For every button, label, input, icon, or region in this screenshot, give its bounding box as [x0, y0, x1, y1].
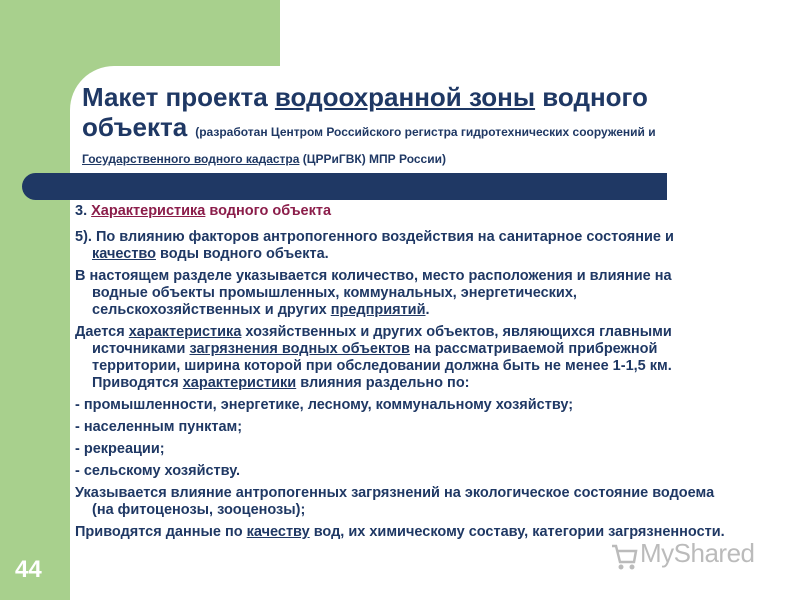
quality-link[interactable]: качество	[92, 246, 156, 262]
section-link[interactable]: Характеристика	[91, 203, 206, 219]
section-title-rest: водного объекта	[205, 203, 332, 219]
characteristics-link[interactable]: характеристики	[182, 375, 297, 391]
water-quality-link[interactable]: качеству	[246, 524, 310, 540]
list-item: - промышленности, энергетике, лесному, коммунальному хозяйству;	[75, 397, 574, 413]
subtitle-text: (разработан Центром Российского регистра гидротехнических сооружений и	[195, 125, 656, 139]
characteristic-link[interactable]: характеристика	[128, 324, 242, 340]
paragraph-text: вод, их химическому составу, категории загрязненности.	[309, 524, 725, 540]
list-item: - сельскому хозяйству.	[75, 463, 241, 479]
paragraph: Указывается влияние антропогенных загрязнений на экологическое состояние водоема (на фитоценозы, зооценозы);	[75, 485, 715, 518]
title-text: объекта	[82, 112, 188, 142]
paragraph-text: влияния раздельно по:	[296, 375, 470, 391]
paragraph	[75, 324, 730, 392]
pollution-link[interactable]: загрязнения водных объектов	[189, 341, 410, 357]
enterprises-link[interactable]: предприятий	[330, 302, 426, 318]
paragraph-text: В настоящем разделе указывается количество, место расположения и влияние на водные объекты промышленных, коммунальных, энергетических, сельскохозяйственных и других	[75, 268, 672, 318]
paragraph-text: хозяйственных и других объектов, являющихся главными источниками	[92, 324, 672, 357]
title-link[interactable]: водоохранной зоны	[274, 82, 536, 112]
watermark-text: MyShared	[640, 538, 755, 568]
list-item: - населенным пунктам;	[75, 419, 243, 435]
paragraph	[75, 268, 730, 319]
header-divider-bar	[22, 173, 667, 200]
cadastre-link[interactable]: Государственного водного кадастра	[82, 152, 300, 166]
list-item: - рекреации;	[75, 441, 165, 457]
slide-content	[75, 203, 730, 546]
section-number: 3.	[75, 203, 88, 219]
cart-icon	[610, 542, 638, 572]
slide-title	[82, 82, 742, 167]
paragraph-text: .	[425, 302, 430, 318]
subtitle-text: (ЦРРиГВК) МПР России)	[299, 152, 446, 166]
paragraph-text: 5). По влиянию факторов антропогенного воздействия на санитарное состояние и	[75, 229, 674, 245]
section-heading	[75, 203, 730, 220]
title-text: Макет проекта	[82, 82, 275, 112]
paragraph-text: Дается	[75, 324, 129, 340]
title-text: водного	[535, 82, 648, 112]
paragraph	[75, 229, 730, 263]
paragraph-text: воды водного объекта.	[156, 246, 329, 262]
paragraph-text: Приводятся данные по	[75, 524, 247, 540]
page-number: 44	[15, 556, 42, 583]
paragraph-text: на рассматриваемой прибрежной территории, ширина которой при обследовании должна быть не менее 1-1,5 км. Приводятся	[92, 341, 672, 391]
watermark	[610, 538, 770, 578]
